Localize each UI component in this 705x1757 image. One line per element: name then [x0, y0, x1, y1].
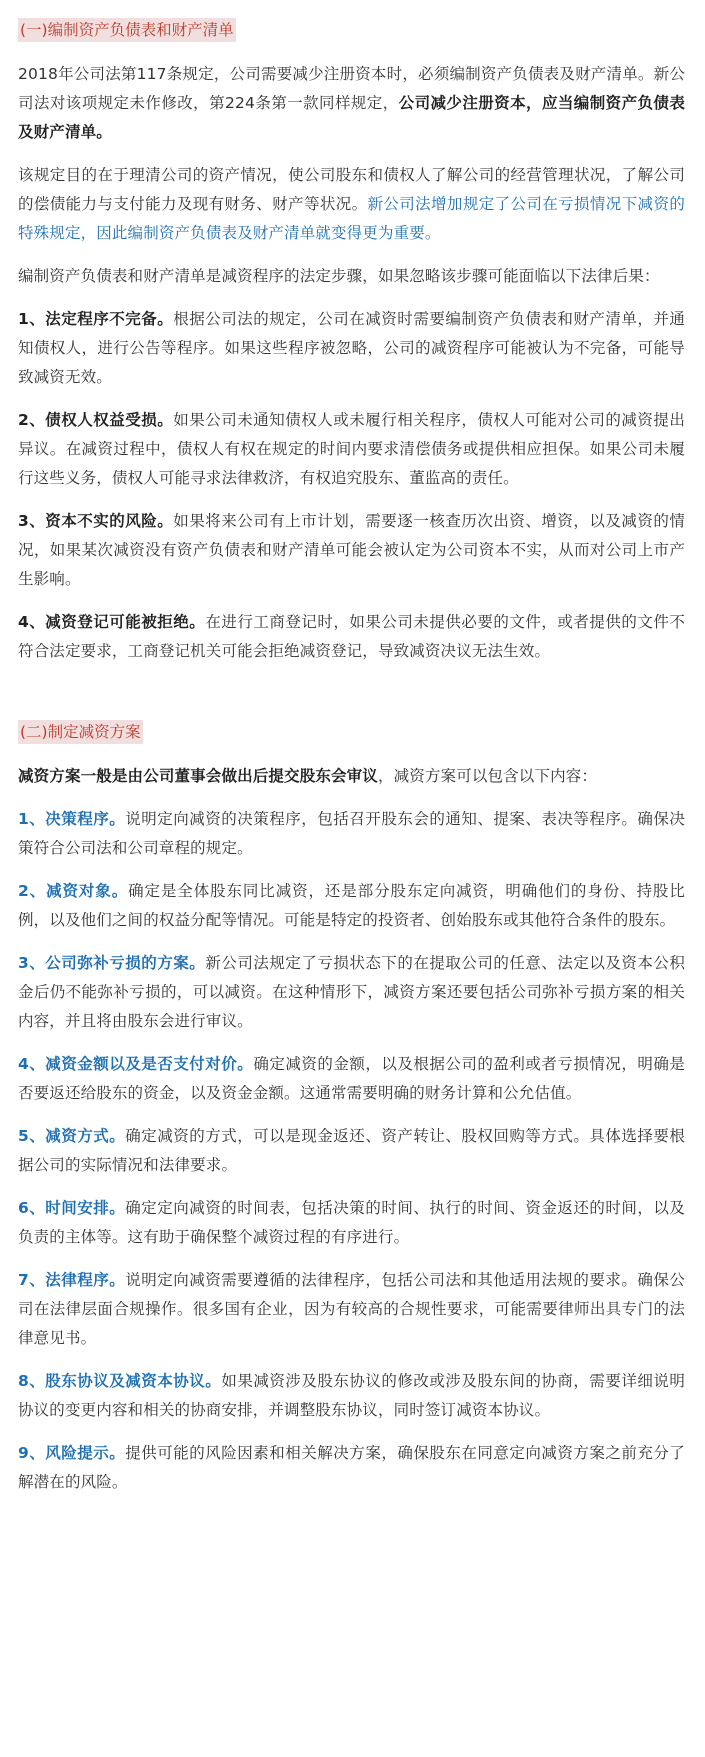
section-heading: (一)编制资产负债表和财产清单 [18, 18, 236, 42]
list-item-title: 7、法律程序。 [18, 1271, 126, 1289]
list-item-text: 说明定向减资的决策程序，包括召开股东会的通知、提案、表决等程序。确保决策符合公司法和公司章程的规定。 [18, 810, 685, 857]
list-item-title: 2、减资对象。 [18, 882, 129, 900]
list-item-title: 6、时间安排。 [18, 1199, 126, 1217]
list-item-title: 4、减资金额以及是否支付对价。 [18, 1055, 254, 1073]
list-item-text: 提供可能的风险因素和相关解决方案，确保股东在同意定向减资方案之前充分了解潜在的风险。 [18, 1444, 685, 1491]
list-item-text: 确定减资的金额，以及根据公司的盈利或者亏损情况，明确是否要返还给股东的资金，以及资金金额。这通常需要明确的财务计算和公允估值。 [18, 1055, 685, 1102]
list-item-text: 根据公司法的规定，公司在减资时需要编制资产负债表和财产清单，并通知债权人，进行公告等程序。如果这些程序被忽略，公司的减资程序可能被认为不完备，可能导致减资无效。 [18, 310, 685, 386]
paragraph-bold-text: 减资方案一般是由公司董事会做出后提交股东会审议 [18, 767, 378, 785]
list-item [18, 1122, 685, 1180]
list-item-title: 9、风险提示。 [18, 1444, 126, 1462]
list-item [18, 305, 685, 392]
section-heading: (二)制定减资方案 [18, 720, 143, 744]
list-item-text: 确定减资的方式，可以是现金返还、资产转让、股权回购等方式。具体选择要根据公司的实际情况和法律要求。 [18, 1127, 685, 1174]
list-item-text: 说明定向减资需要遵循的法律程序，包括公司法和其他适用法规的要求。确保公司在法律层面合规操作。很多国有企业，因为有较高的合规性要求，可能需要律师出具专门的法律意见书。 [18, 1271, 685, 1347]
list-item-title: 4、减资登记可能被拒绝。 [18, 613, 206, 631]
list-item [18, 406, 685, 493]
list-item-title: 1、决策程序。 [18, 810, 126, 828]
paragraph [18, 762, 685, 791]
list-item [18, 1439, 685, 1497]
paragraph-bold-text: 公司减少注册资本，应当编制资产负债表及财产清单。 [18, 94, 685, 141]
list-item-title: 1、法定程序不完备。 [18, 310, 174, 328]
list-item [18, 608, 685, 666]
list-item [18, 1266, 685, 1353]
list-item-text: 如果减资涉及股东协议的修改或涉及股东间的协商，需要详细说明协议的变更内容和相关的协商安排，并调整股东协议，同时签订减资本协议。 [18, 1372, 685, 1419]
list-item-text: 如果公司未通知债权人或未履行相关程序，债权人可能对公司的减资提出异议。在减资过程中，债权人有权在规定的时间内要求清偿债务或提供相应担保。如果公司未履行这些义务，债权人可能寻求法律救济，有权追究股东、董监高的责任。 [18, 411, 685, 487]
paragraph-text: 2018年公司法第117条规定，公司需要减少注册资本时，必须编制资产负债表及财产清单。新公司法对该项规定未作修改，第224条第一款同样规定， [18, 65, 685, 112]
paragraph-text: ，减资方案可以包含以下内容： [377, 767, 598, 785]
list-item [18, 805, 685, 863]
list-item-text: 如果将来公司有上市计划，需要逐一核查历次出资、增资，以及减资的情况，如果某次减资没有资产负债表和财产清单可能会被认定为公司资本不实，从而对公司上市产生影响。 [18, 512, 685, 588]
list-item [18, 877, 685, 935]
paragraph: 编制资产负债表和财产清单是减资程序的法定步骤，如果忽略该步骤可能面临以下法律后果： [18, 267, 660, 285]
list-item-text: 确定是全体股东同比减资，还是部分股东定向减资，明确他们的身份、持股比例，以及他们之间的权益分配等情况。可能是特定的投资者、创始股东或其他符合条件的股东。 [18, 882, 685, 929]
list-item-title: 8、股东协议及减资本协议。 [18, 1372, 222, 1390]
paragraph [18, 60, 685, 147]
list-item-text: 确定定向减资的时间表，包括决策的时间、执行的时间、资金返还的时间，以及负责的主体等。这有助于确保整个减资过程的有序进行。 [18, 1199, 685, 1246]
list-item [18, 507, 685, 594]
list-item-title: 2、债权人权益受损。 [18, 411, 174, 429]
paragraph [18, 161, 685, 248]
list-item-title: 3、资本不实的风险。 [18, 512, 174, 530]
list-item [18, 1194, 685, 1252]
list-item [18, 1367, 685, 1425]
list-item-title: 3、公司弥补亏损的方案。 [18, 954, 206, 972]
paragraph-highlight-text: 新公司法增加规定了公司在亏损情况下减资的特殊规定，因此编制资产负债表及财产清单就变得更为重要。 [18, 195, 685, 242]
paragraph-text: 该规定目的在于理清公司的资产情况，使公司股东和债权人了解公司的经营管理状况，了解公司的偿债能力与支付能力及现有财务、财产等状况。 [18, 166, 685, 213]
list-item [18, 1050, 685, 1108]
list-item [18, 949, 685, 1036]
list-item-text: 在进行工商登记时，如果公司未提供必要的文件，或者提供的文件不符合法定要求，工商登记机关可能会拒绝减资登记，导致减资决议无法生效。 [18, 613, 685, 660]
list-item-text: 新公司法规定了亏损状态下的在提取公司的任意、法定以及资本公积金后仍不能弥补亏损的，可以减资。在这种情形下，减资方案还要包括公司弥补亏损方案的相关内容，并且将由股东会进行审议。 [18, 954, 685, 1030]
list-item-title: 5、减资方式。 [18, 1127, 126, 1145]
